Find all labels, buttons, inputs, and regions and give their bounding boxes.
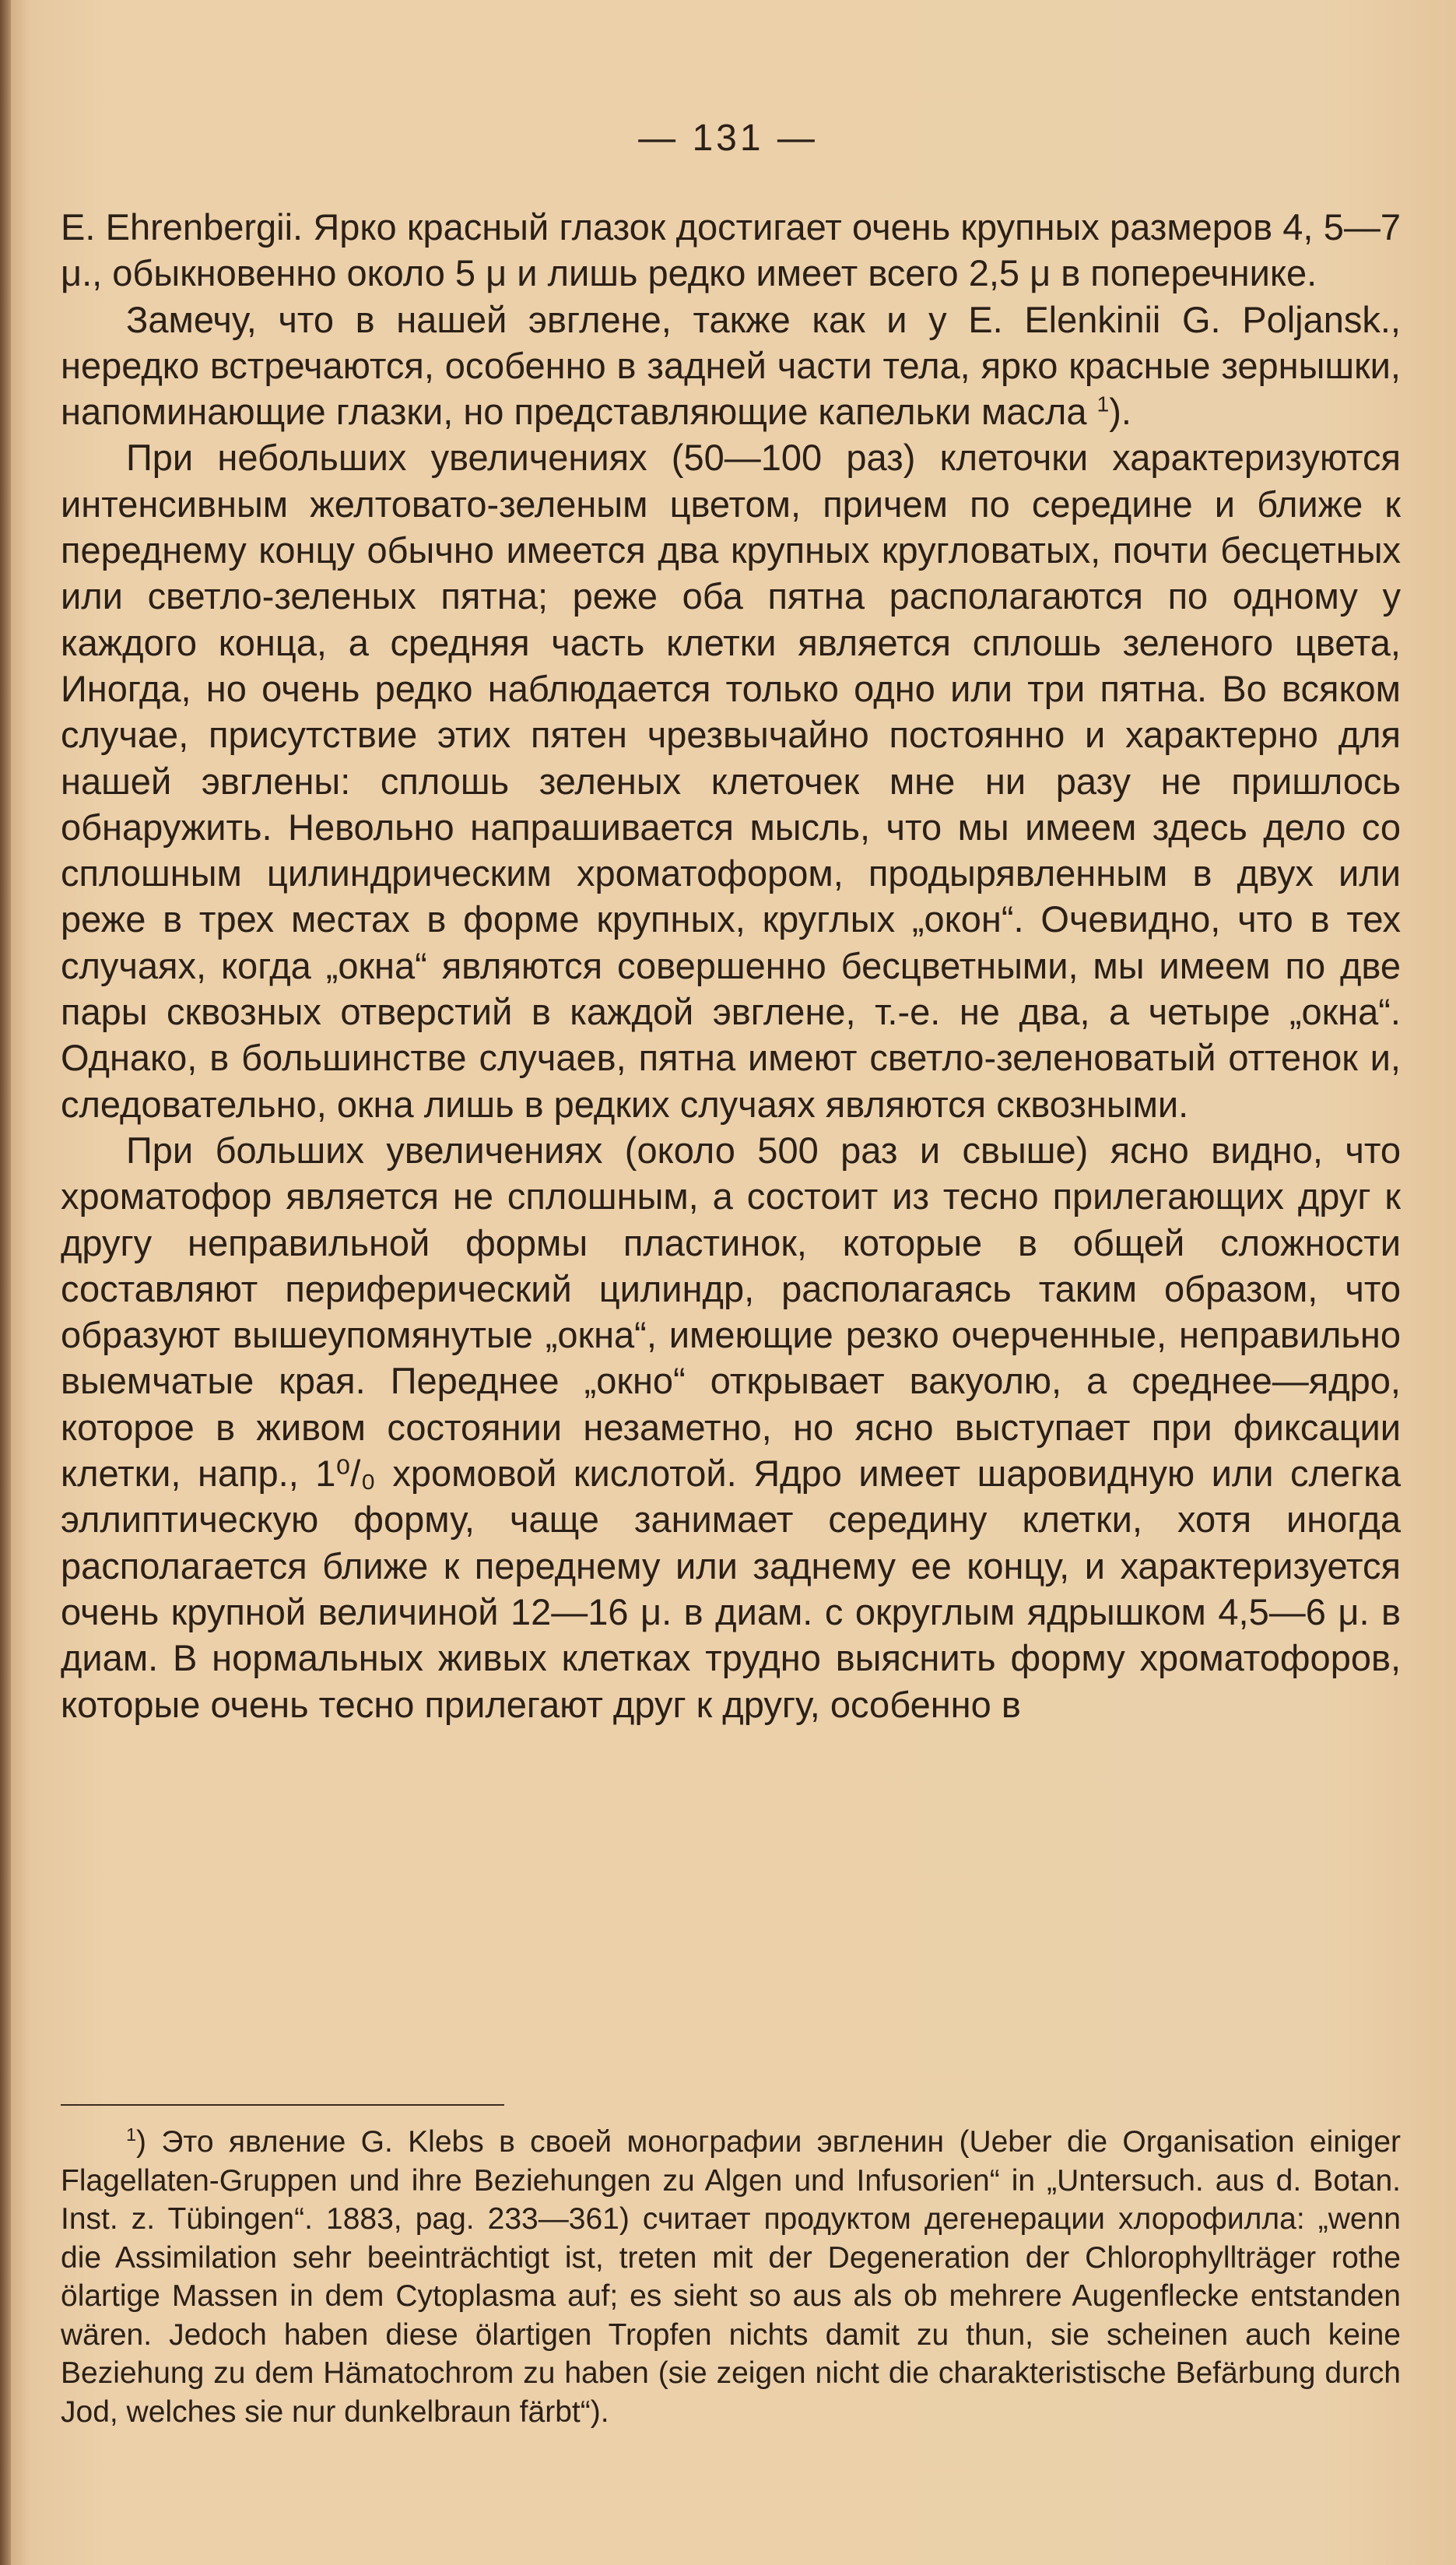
paragraph-2-end: ).: [1109, 391, 1131, 433]
page-number: — 131 —: [638, 118, 818, 159]
paragraph-2: [61, 297, 1401, 435]
page-binding-shadow: [0, 0, 11, 2565]
paragraph-4-part-a: При больших увеличениях (около 500 раз и свыше) ясно видно, что хроматофор является не сплошным, а состоит из тесно прилегающих друг к другу неправильной формы пластинок, которые в общей сложности составляют периферический цилиндр, располагаясь таким образом, что образуют вышеупомянутые „окна“, имеющие резко очерченные, неправильно выемчатые края. Переднее „окно“ открывает вакуолю, а среднее—ядро, которое в живом состоянии незаметно, но ясно выступает при фиксации клетки, напр.,: [61, 1129, 1401, 1495]
footnote-marker: 1: [126, 2124, 137, 2145]
paragraph-4: [61, 1127, 1401, 1727]
footnote-reference: 1: [1096, 391, 1110, 416]
paragraph-2-text: Замечу, что в нашей эвглене, также как и у E. Elenkinii G. Poljansk., нередко встречаются, особенно в задней части тела, ярко красные зернышки, напоминающие глазки, но представляющие капельки масла: [61, 298, 1401, 433]
paragraph-1: E. Ehrenbergii. Ярко красный глазок достигает очень крупных размеров 4, 5—7 μ., обыкновенно около 5 μ и лишь редко имеет всего 2,5 μ в поперечнике.: [61, 206, 1401, 294]
main-text: [61, 204, 1401, 1727]
paragraph-4-part-b: хромовой кислотой. Ядро имеет шаровидную или слегка эллиптическую форму, чаще занимает середину клетки, хотя иногда располагается ближе к переднему или заднему ее концу, и характеризуется очень крупной величиной 12—16 μ. в диам. с округлым ядрышком 4,5—6 μ. в диам. В нормальных живых клетках трудно выяснить форму хроматофоров, которые очень тесно прилегают друг к другу, особенно в: [61, 1453, 1401, 1725]
paragraph-3: При небольших увеличениях (50—100 раз) клеточки характеризуются интенсивным желтовато-зеленым цветом, причем по середине и ближе к переднему концу обычно имеется два крупных кругловатых, почти бесцетных или светло-зеленых пятна; реже оба пятна располагаются по одному у каждого конца, а средняя часть клетки является сплошь зеленого цвета, Иногда, но очень редко наблюдается только одно или три пятна. Во всяком случае, присутствие этих пятен чрезвычайно постоянно и характерно для нашей эвглены: сплошь зеленых клеточек мне ни разу не пришлось обнаружить. Невольно напрашивается мысль, что мы имеем здесь дело со сплошным цилиндрическим хроматофором, продырявленным в двух или реже в трех местах в форме крупных, круглых „окон“. Очевидно, что в тех случаях, когда „окна“ являются совершенно бесцветными, мы имеем по две пары сквозных отверстий в каждой эвглене, т.-е. не два, а четыре „окна“. Однако, в большинстве случаев, пятна имеют светло-зеленоватый оттенок и, следовательно, окна лишь в редких случаях являются сквозными.: [61, 437, 1401, 1125]
percent-value: 1⁰/₀: [315, 1453, 376, 1495]
footnote-divider: [61, 2104, 504, 2106]
footnote: [61, 2123, 1401, 2431]
footnote-text: ) Это явление G. Klebs в своей монографии эвгленин (Ueber die Organisation einiger Flagellaten-Gruppen und ihre Beziehungen zu Algen und Infusorien“ in „Untersuch. aus d. Botan. Inst. z. Tübingen“. 1883, pag. 233—361) считает продуктом дегенерации хлорофилла: „wenn die Assimilation sehr beeinträchtigt ist, treten mit der Degeneration der Chlorophyllträger rothe ölartige Massen in dem Cytoplasma auf; es sieht so aus als ob mehrere Augenflecke entstanden wären. Jedoch haben diese ölartigen Tropfen nichts damit zu thun, sie scheinen auch keine Beziehung zu dem Hämatochrom zu haben (sie zeigen nicht die charakteristische Befärbung durch Jod, welches sie nur dunkelbraun färbt“).: [61, 2125, 1401, 2429]
